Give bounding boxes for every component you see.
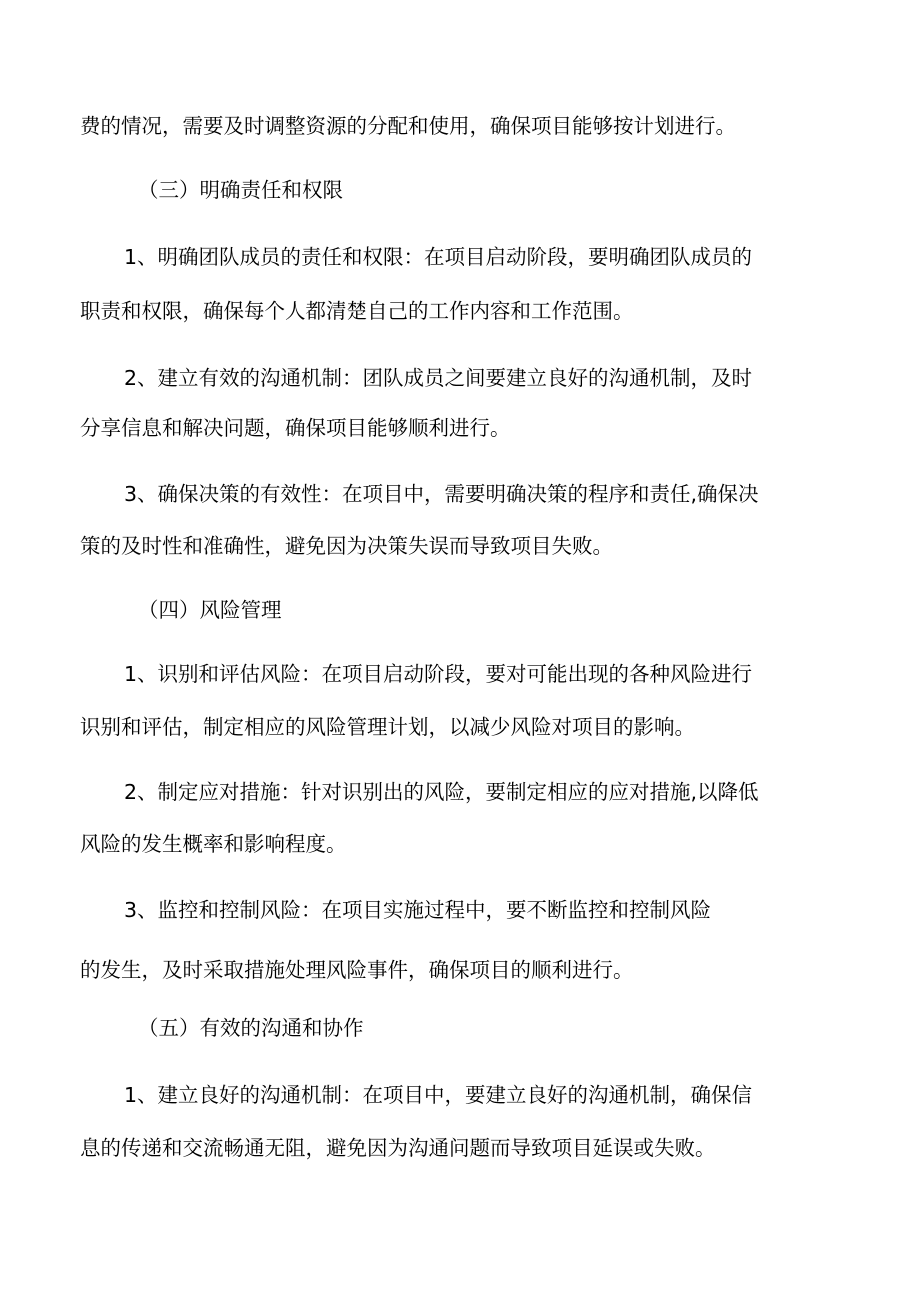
paragraph-line: 策的及时性和准确性，避免因为决策失误而导致项目失败。 [80, 534, 613, 558]
paragraph-line: 3、监控和控制风险：在项目实施过程中，要不断监控和控制风险 [124, 898, 712, 922]
paragraph-line: 1、识别和评估风险：在项目启动阶段，要对可能出现的各种风险进行 [124, 662, 753, 686]
paragraph-line: 2、建立有效的沟通机制：团队成员之间要建立良好的沟通机制，及时 [124, 366, 753, 390]
paragraph-line: 的发生，及时采取措施处理风险事件，确保项目的顺利进行。 [80, 958, 634, 982]
paragraph-line: 2、制定应对措施：针对识别出的风险，要制定相应的应对措施,以降低 [124, 780, 759, 804]
paragraph-line: 息的传递和交流畅通无阻，避免因为沟通问题而导致项目延误或失败。 [80, 1136, 716, 1160]
paragraph-line: 3、确保决策的有效性：在项目中，需要明确决策的程序和责任,确保决 [124, 482, 759, 506]
paragraph-line: 1、明确团队成员的责任和权限：在项目启动阶段，要明确团队成员的 [124, 245, 753, 269]
paragraph-line: 费的情况，需要及时调整资源的分配和使用，确保项目能够按计划进行。 [80, 114, 736, 138]
paragraph-line: 1、建立良好的沟通机制：在项目中，要建立良好的沟通机制，确保信 [124, 1083, 753, 1107]
section-heading-4: （四）风险管理 [138, 598, 282, 622]
section-heading-5: （五）有效的沟通和协作 [138, 1016, 364, 1040]
paragraph-line: 识别和评估，制定相应的风险管理计划，以减少风险对项目的影响。 [80, 715, 695, 739]
paragraph-line: 职责和权限，确保每个人都清楚自己的工作内容和工作范围。 [80, 299, 634, 323]
section-heading-3: （三）明确责任和权限 [138, 178, 343, 202]
paragraph-line: 风险的发生概率和影响程度。 [80, 832, 347, 856]
paragraph-line: 分享信息和解决问题，确保项目能够顺利进行。 [80, 416, 511, 440]
